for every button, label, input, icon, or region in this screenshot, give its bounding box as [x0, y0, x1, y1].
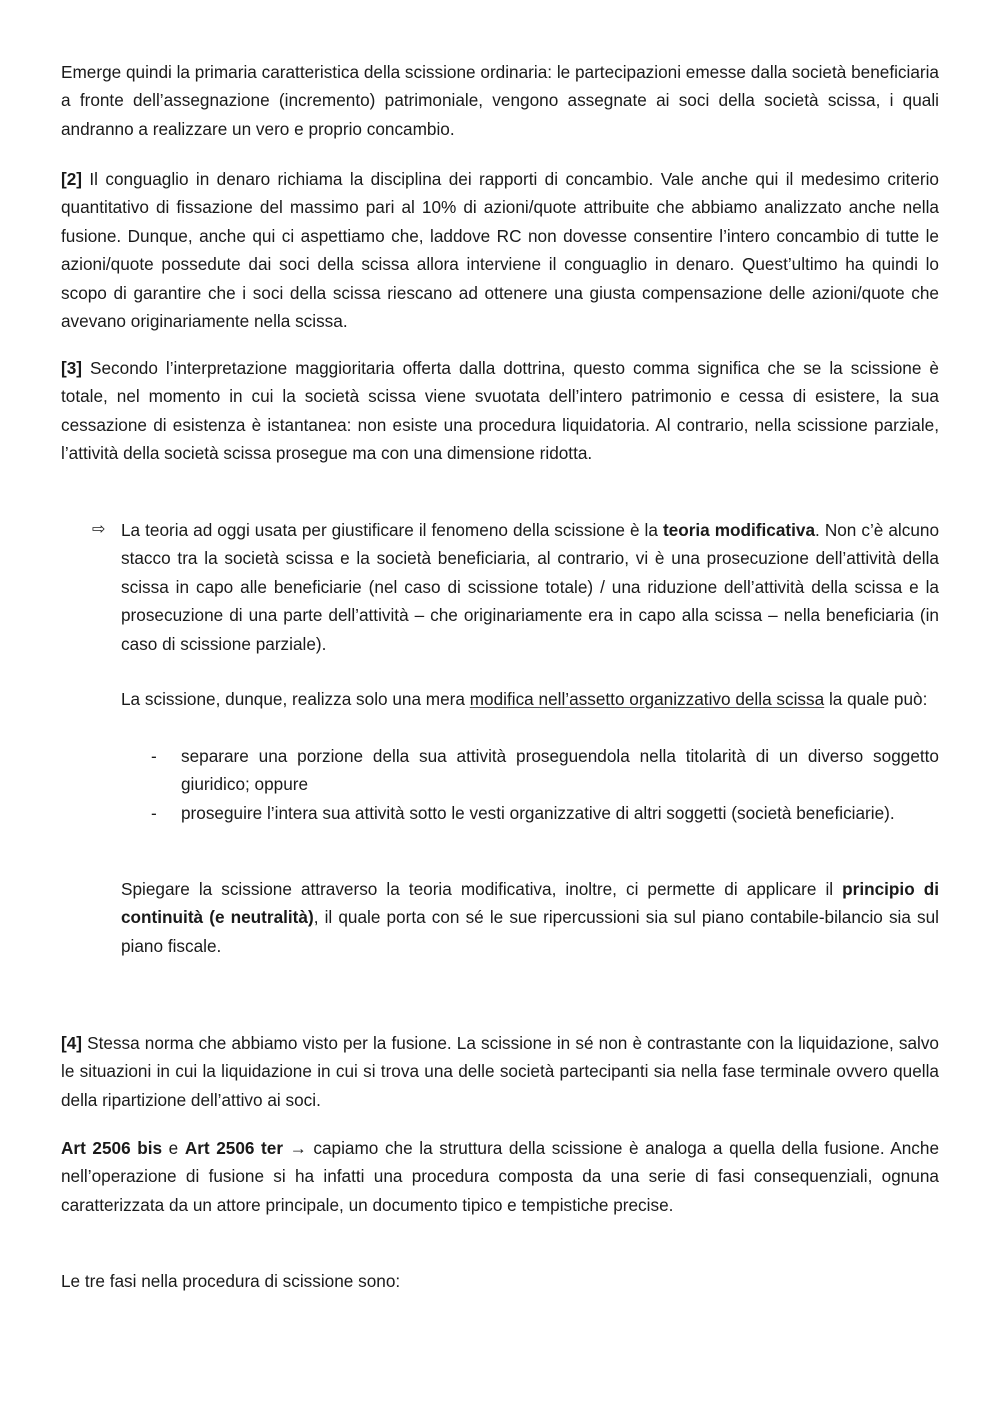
continuita-text-after: , il quale porta con sé le sue ripercussioni sia sul piano contabile-bilancio sia sul piano fiscale.: [121, 907, 939, 956]
bullet-item-text: separare una porzione della sua attività proseguendola nella titolarità di un diverso soggetto giuridico; oppure: [181, 746, 939, 795]
art-2506-ter: Art 2506 ter: [184, 1138, 284, 1158]
paragraph-intro-text: Emerge quindi la primaria caratteristica della scissione ordinaria: le partecipazioni emesse dalla società beneficiaria a fronte dell’assegnazione (incremento) patrimoniale, vengono assegnate ai soci della società scissa, i quali andranno a realizzare un vero e proprio concambio.: [61, 62, 939, 139]
bullet-item: [181, 742, 939, 799]
paragraph-art: [61, 1134, 939, 1219]
paragraph-intro: [61, 58, 939, 143]
arrow-bullet-icon: ⇨: [92, 521, 106, 538]
continuita-bold: principio di continuità (e neutralità): [121, 879, 939, 928]
teoria-text-after: . Non c’è alcuno stacco tra la società scissa e la società beneficiaria, al contrario, vi è una prosecuzione dell’attività della scissa in capo alle beneficiarie (nel caso di scissione totale) / una riduzione dell’attività della scissa e la prosecuzione di una parte dell’attività – che originariamente era in capo alla scissa – nella beneficiaria (in caso di scissione parziale).: [121, 520, 940, 654]
modifica-text-before: La scissione, dunque, realizza solo una mera: [121, 689, 470, 709]
reference-4: [4]: [61, 1033, 83, 1053]
modifica-text-after: la quale può:: [824, 689, 928, 709]
paragraph-4: [61, 1029, 939, 1114]
paragraph-tre-fasi-text: Le tre fasi nella procedura di scissione sono:: [61, 1271, 401, 1291]
reference-3: [3]: [61, 358, 83, 378]
bullet-item-text: proseguire l’intera sua attività sotto le vesti organizzative di altri soggetti (società beneficiarie).: [181, 803, 895, 823]
bullet-marker: -: [151, 803, 157, 823]
teoria-bold: teoria modificativa: [662, 520, 816, 540]
teoria-text-before: La teoria ad oggi usata per giustificare il fenomeno della scissione è la: [121, 520, 663, 540]
continuita-text-before: Spiegare la scissione attraverso la teoria modificativa, inoltre, ci permette di applicare il: [121, 879, 843, 899]
paragraph-art-text: capiamo che la struttura della scissione è analoga a quella della fusione. Anche nell’operazione di fusione si ha infatti una procedura composta da una serie di fasi consequenziali, ognuna caratterizzata da un attore principale, un documento tipico e tempistiche precise.: [61, 1138, 939, 1215]
right-arrow-icon: →: [283, 1138, 314, 1158]
paragraph-continuita: [121, 875, 939, 960]
paragraph-4-text: Stessa norma che abbiamo visto per la fusione. La scissione in sé non è contrastante con la liquidazione, salvo le situazioni in cui la liquidazione in cui si trova una delle società partecipanti sia nella fase terminale ovvero quella della ripartizione dell’attivo ai soci.: [61, 1033, 939, 1110]
art-connector: e: [162, 1138, 185, 1158]
paragraph-2-text: Il conguaglio in denaro richiama la disciplina dei rapporti di concambio. Vale anche qui il medesimo criterio quantitativo di fissazione del massimo pari al 10% di azioni/quote attribuite che abbiamo analizzato anche nella fusione. Dunque, anche qui ci aspettiamo che, laddove RC non dovesse consentire l’intero concambio di tutte le azioni/quote possedute dai soci della scissa allora interviene il conguaglio in denaro. Quest’ultimo ha quindi lo scopo di garantire che i soci della scissa riescano ad ottenere una giusta compensazione delle azioni/quote che avevano originariamente nella scissa.: [61, 169, 939, 332]
bullet-marker: -: [151, 746, 157, 766]
paragraph-3-text: Secondo l’interpretazione maggioritaria offerta dalla dottrina, questo comma significa che se la scissione è totale, nel momento in cui la società scissa viene svuotata dell’intero patrimonio e cessa di esistere, la sua cessazione di esistenza è istantanea: non esiste una procedura liquidatoria. Al contrario, nella scissione parziale, l’attività della società scissa prosegue ma con una dimensione ridotta.: [61, 358, 939, 464]
modifica-underlined: modifica nell’assetto organizzativo della scissa: [469, 689, 825, 709]
paragraph-modifica: [121, 685, 939, 713]
art-2506-bis: Art 2506 bis: [61, 1138, 163, 1158]
paragraph-2: [61, 165, 939, 335]
paragraph-3: [61, 354, 939, 468]
paragraph-teoria-modificativa: [121, 516, 939, 658]
paragraph-tre-fasi: [61, 1267, 939, 1295]
reference-2: [2]: [61, 169, 83, 189]
bullet-item: [181, 799, 939, 827]
